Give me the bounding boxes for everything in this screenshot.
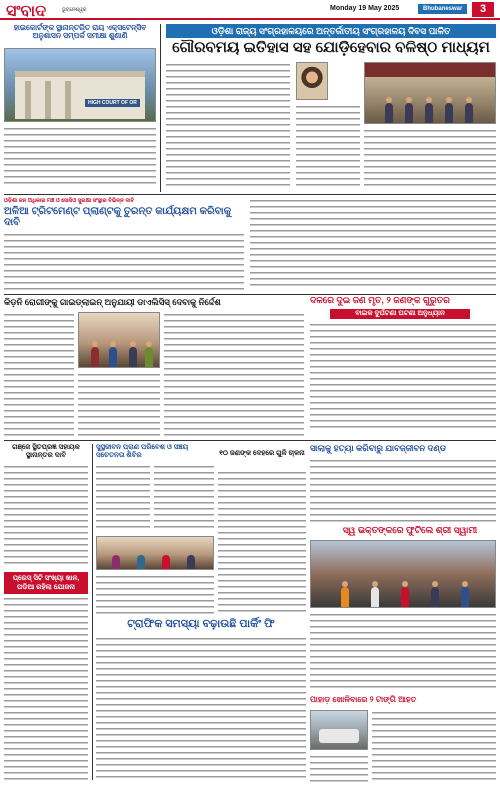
right-mid-headline: ୧୦ ଜଣଙ୍କ ଦେହରେ ଗୁଳି ଚାଳନା [219, 450, 305, 457]
main-story-body-1 [166, 62, 290, 188]
bottom-headline: ଟ୍ରାଫିକ ସମସ୍ୟା ବଢ଼ାଉଛି ପାର୍କିଂ ଫି [127, 618, 275, 630]
mid-left-kicker: ଓଡ଼ିଶା ଜନ ଅଧିକାର ମଞ୍ଚ ଓ ସୋସିଓ ସୁରକ୍ଷା ସଂସ୍ଥାର ବିଭିନ୍ନ ଦାବି [4, 198, 135, 204]
edition-label: ଭୁବନେଶ୍ୱର [62, 7, 87, 13]
main-story-body-2 [296, 104, 360, 188]
masthead [0, 0, 500, 20]
page-number: 3 [472, 2, 494, 17]
top-left-headline: ହାଇକୋର୍ଟଙ୍କ ସ୍ଥାନାନ୍ତରିତ ରାୟ ଏକ୍ସଟେନ୍ସିବ ଅନୁଶାସନ ସମ୍ପର୍କ ସମୀକ୍ଷା ଶୁଣାଣି [13, 23, 147, 41]
issue-date: Monday 19 May 2025 [330, 5, 400, 12]
section-divider [4, 440, 496, 441]
city-badge: Bhubaneswar [418, 4, 467, 14]
center-headline: ଦଳରେ ଦୁଇ ଜଣ ମୃତ, ୨ ଜଣଙ୍କ ଗୁରୁତର [310, 295, 450, 305]
bottom-right-headline: ପାହାଡ଼ ଖୋଳିବାରେ ୨ ଟାଙ୍ଗି ଆହତ [310, 695, 417, 704]
hospital-photo [78, 312, 160, 368]
right-mid-body [218, 470, 306, 614]
column-divider [92, 444, 93, 780]
red-box-story-body [4, 596, 88, 782]
main-story-banner: ଓଡ଼ିଶା ରାଜ୍ୟ ସଂଗ୍ରହାଳୟରେ ଅନ୍ତର୍ଜାତୀୟ ସଂଗ୍ରହାଳୟ ଦିବସ ପାଳିତ [166, 24, 496, 38]
wide-headline: କିଡ଼ନି ରୋଗୀଙ୍କୁ ଗାଇଡ୍ଲାଇନ୍ ଅନୁଯାୟୀ ଡାଏଲିସିସ୍ ଦେବାକୁ ନିର୍ଦ୍ଦେଶ [4, 297, 221, 307]
high-court-sign: HIGH COURT OF OR [85, 99, 140, 107]
speaker-portrait [296, 62, 328, 100]
museum-event-photo [364, 62, 496, 124]
center-kicker: ବାଇକ ଦୁର୍ଘଟଣା ଘଟଣା ଅନୁଧ୍ୟାନ [330, 309, 470, 319]
center-mid-headline: ସୁସ୍ଥଜୀବନ ପ୍ରାଣ ପରିବେଶ ଓ ସଞ୍ଚୟ ସଚେତନତା ଶିବିର [96, 444, 189, 459]
high-court-photo [4, 48, 156, 122]
bottom-story-body [96, 636, 306, 782]
accident-photo [310, 710, 368, 750]
main-story-headline: ଗୌରବମୟ ଇତିହାସ ସହ ଯୋଡ଼ିହେବାର ବଳିଷ୍ଠ ମାଧ୍ୟମ [172, 39, 490, 56]
camp-photo [96, 536, 214, 570]
bottom-right-body-1 [372, 710, 496, 782]
bottom-right-body-2 [310, 754, 368, 782]
right-headline: ସାଲାକୁ ହତ୍ୟା କରିବାରୁ ଯାବଜ୍ଜୀବନ ଦଣ୍ଡ [310, 443, 447, 453]
section-divider [4, 194, 496, 195]
main-story-body-3 [364, 128, 496, 188]
wide-story-body-2 [78, 372, 160, 436]
newspaper-logo: ସଂବାଦ [6, 1, 47, 20]
right-story-body [310, 458, 496, 522]
swami-headline: ସ୍ୱ ଭକ୍ତଙ୍କରେ ଫୁଟିଲେ ଶ୍ରୀ ସ୍ୱାମୀ [342, 525, 478, 535]
small-left-headline: ଗଞ୍ଜେ ସ୍ଥିତପ୍ରଜ୍ଞ ସହାୟକ ସ୍ଥାନାନ୍ତର ଦାବି [12, 444, 80, 459]
top-left-body [4, 126, 156, 186]
swami-story-body [310, 612, 496, 692]
center-mid-body-2 [154, 464, 214, 532]
center-story-body [310, 322, 496, 432]
small-left-body [4, 464, 88, 568]
mid-left-headline: ଅଳିଆ ଟ୍ରିଟମେଣ୍ଟ ପ୍ଲାଣ୍ଟକୁ ତୁରନ୍ତ କାର୍ଯ୍ୟକ୍ଷମ କରିବାକୁ ଦାବି [4, 206, 232, 228]
red-box-left: ପ୍ରେସ୍ ସିଟି ସଂଖ୍ୟା ଖାନ, ପଡିଆ ରହିଲା ଯୋଜନା [4, 572, 88, 594]
swami-event-photo [310, 540, 496, 608]
mid-left-body [4, 232, 244, 290]
wide-story-body-3 [164, 312, 304, 436]
wide-story-body-1 [4, 312, 74, 436]
center-mid-body-3 [96, 574, 214, 614]
column-divider [160, 24, 161, 192]
right-column-body [250, 198, 496, 290]
center-mid-body-1 [96, 464, 150, 532]
